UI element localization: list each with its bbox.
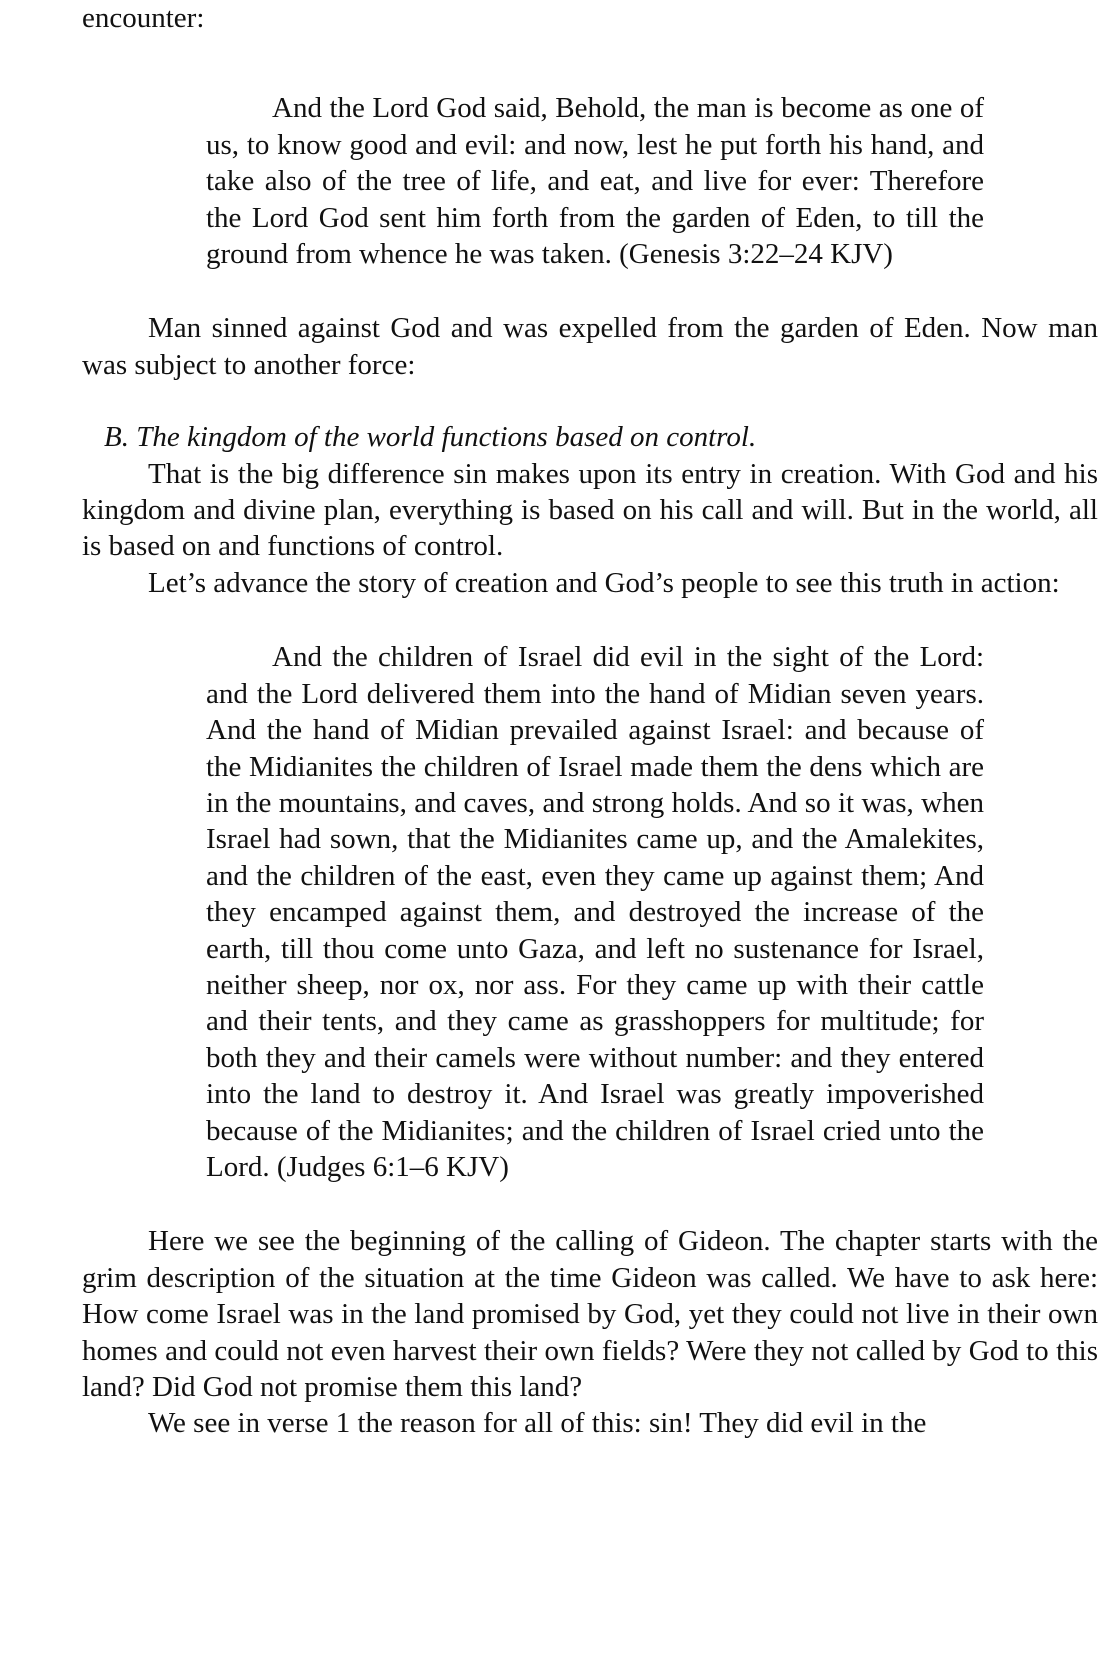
spacer — [82, 1185, 1098, 1223]
body-paragraph-advance-story: Let’s advance the story of creation and God’s people to see this truth in action: — [148, 566, 1060, 599]
body-paragraph-gideon: Here we see the beginning of the calling of Gideon. The chapter starts with the grim description of the situation at the time Gideon was called. We have to ask here: How come Israel was in the land promised by God, yet they could not live in their own homes and could not even harvest their own fields? Were they not called by God to this land? Did God not promise them this land? — [82, 1225, 1098, 1403]
lead-text-fragment: encounter: — [82, 2, 205, 34]
scripture-quote-judges: And the children of Israel did evil in the sight of the Lord: and the Lord delivered them into the hand of Midian seven years. And the hand of Midian prevailed against Israel: and because of the Midianites the children of Israel made them the dens which are in the mountains, and caves, and strong holds. And so it was, when Israel had sown, that the Midianites came up, and the Amalekites, and the children of the east, even they came up against them; And they encamped against them, and destroyed the increase of the earth, till thou come unto Gaza, and left no sustenance for Israel, neither sheep, nor ox, nor ass. For they came up with their cattle and their tents, and they came as grasshoppers for multitude; for both they and their camels were without number: and they entered into the land to destroy it. And Israel was greatly impoverished because of the Midianites; and the children of Israel cried unto the Lord. (Judges 6:1–6 KJV) — [206, 641, 984, 1183]
spacer — [82, 36, 1098, 90]
spacer — [82, 601, 1098, 639]
document-page — [82, 0, 1098, 1442]
body-paragraph-verse-one: We see in verse 1 the reason for all of this: sin! They did evil in the — [148, 1407, 927, 1440]
scripture-quote-genesis: And the Lord God said, Behold, the man is become as one of us, to know good and evil: and now, lest he put forth his hand, and take also of the tree of life, and eat, and live for ever: Therefore the Lord God sent him forth from the garden of Eden, to till the ground from whence he was taken. (Genesis 3:22–24 KJV) — [206, 92, 984, 271]
section-heading: B. The kingdom of the world functions based on control. — [104, 421, 757, 454]
body-paragraph-expelled: Man sinned against God and was expelled from the garden of Eden. Now man was subject to another force: — [82, 312, 1098, 381]
spacer — [82, 272, 1098, 310]
body-paragraph-control: That is the big difference sin makes upon its entry in creation. With God and his kingdom and divine plan, everything is based on his call and will. But in the world, all is based on and functions of control. — [82, 457, 1098, 563]
spacer — [82, 383, 1098, 419]
